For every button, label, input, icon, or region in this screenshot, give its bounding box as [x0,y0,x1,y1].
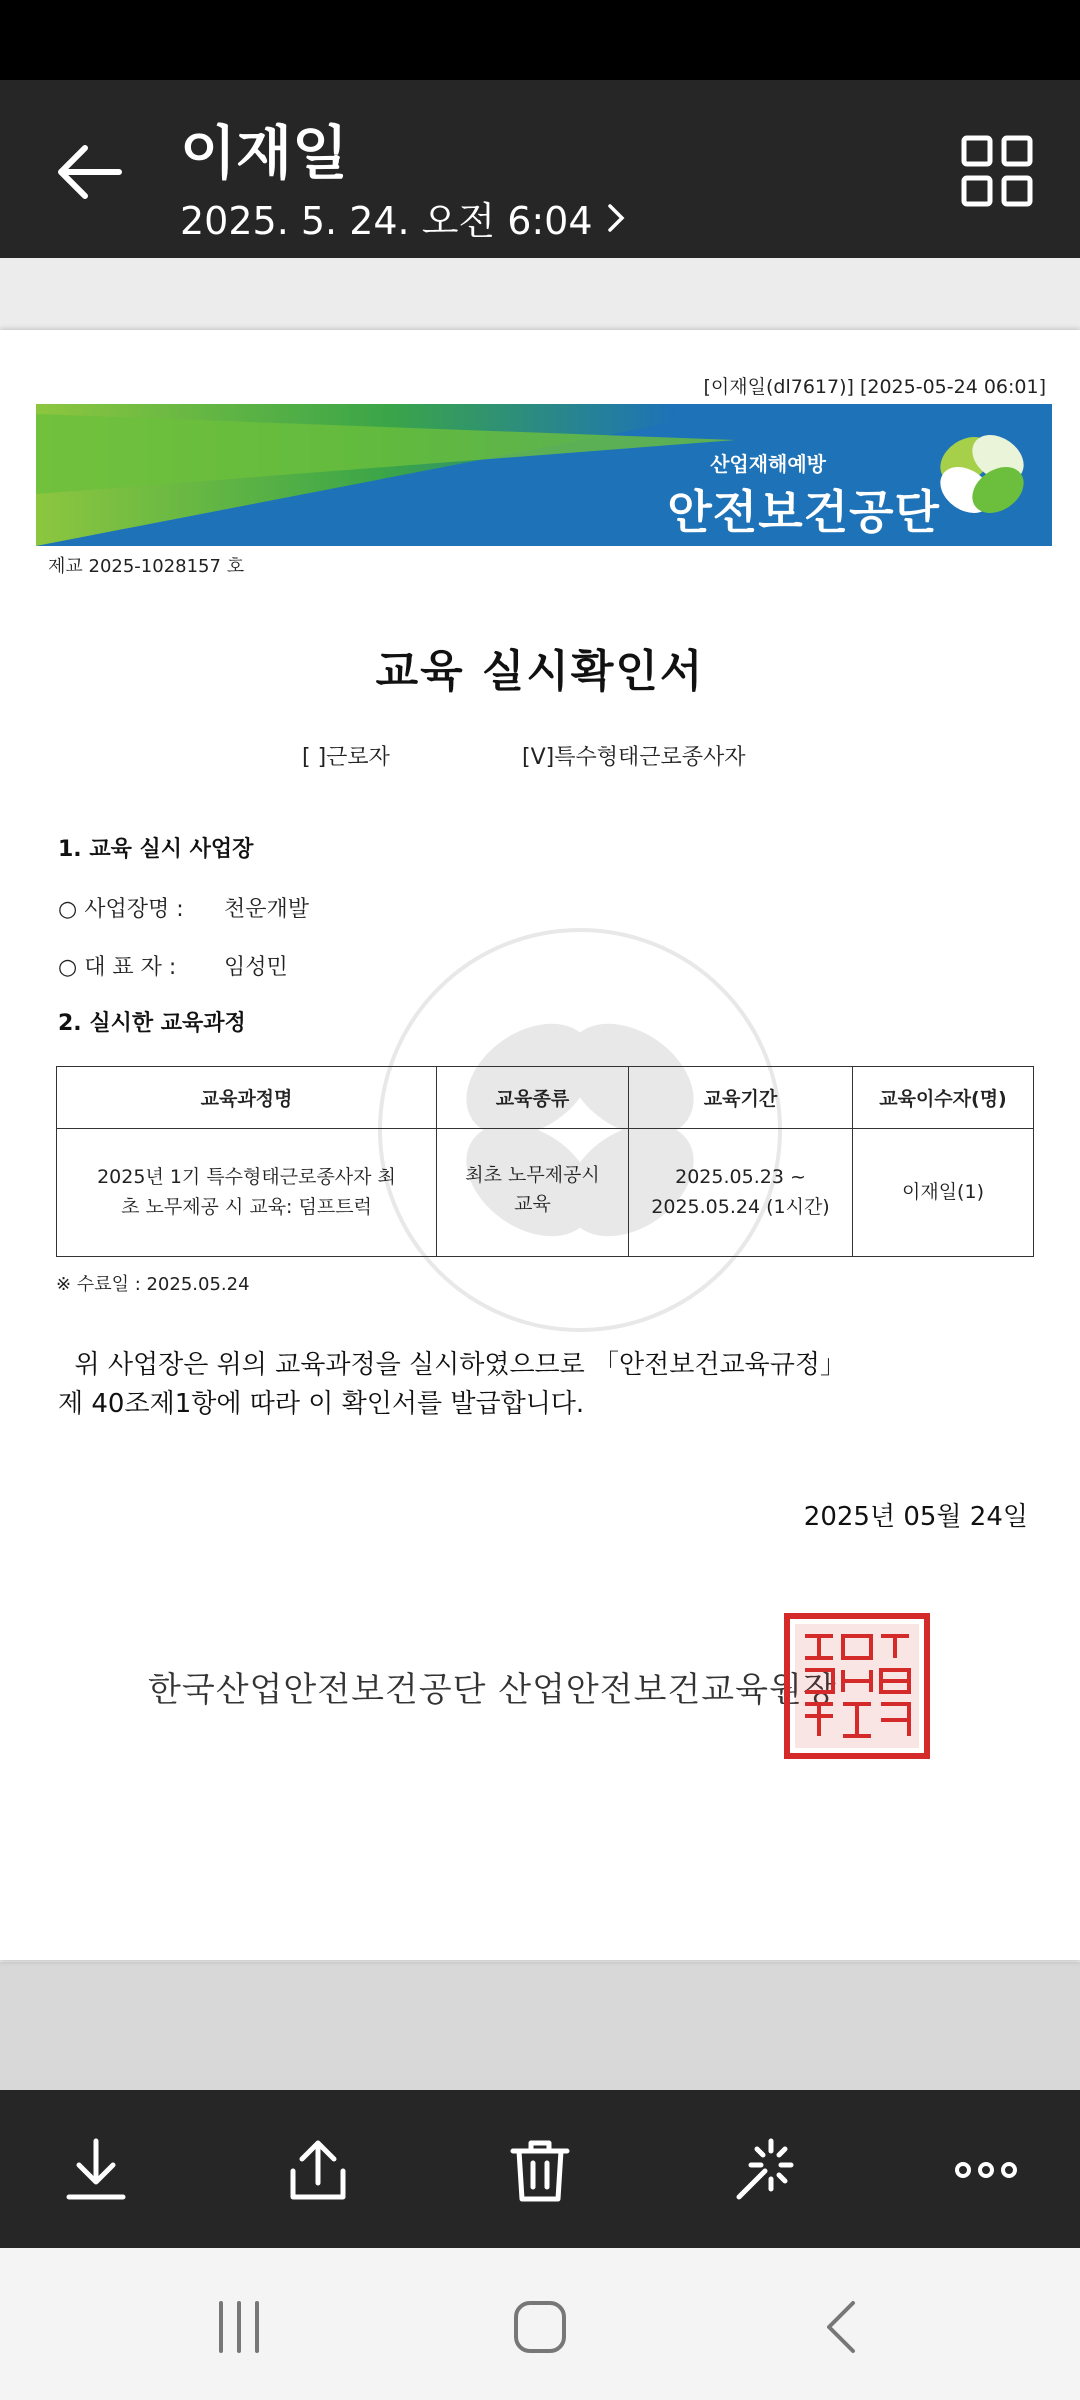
header-course-name: 교육과정명 [57,1067,437,1129]
cell-course-name [57,1129,437,1257]
completion-date: ※ 수료일 : 2025.05.24 [56,1274,250,1295]
message-datetime[interactable] [180,190,625,245]
download-icon [61,2135,131,2205]
representative-label: ○ 대 표 자 : [58,955,177,980]
workplace-name-label: ○ 사업장명 : [58,897,184,922]
download-button[interactable] [56,2130,136,2210]
agency-logo-icon [926,418,1036,528]
representative-value: 임성민 [224,955,288,980]
course-period-line1: 2025.05.23 ~ [675,1166,806,1189]
top-bar [0,80,1080,258]
workplace-name-field [58,892,309,923]
chevron-right-icon [607,203,625,233]
header-trainees: 교육이수자(명) [853,1067,1034,1129]
document-title: 교육 실시확인서 [375,646,705,697]
course-type-line2: 교육 [514,1193,551,1216]
grid-view-button[interactable] [958,132,1038,212]
course-name-line2: 초 노무제공 시 교육: 덤프트럭 [121,1195,372,1218]
banner-org-name: 안전보건공단 [667,485,940,539]
more-icon [951,2135,1021,2205]
home-icon [510,2297,570,2357]
agency-banner [36,404,1052,546]
magic-wand-icon [731,2135,801,2205]
grid-view-icon [958,132,1038,212]
arrow-left-icon [57,144,123,200]
trash-icon [505,2135,575,2205]
nav-back-icon [813,2297,873,2357]
issuer-name: 한국산업안전보건공단 산업안전보건교육원장 [148,1670,837,1710]
official-seal-stamp [783,1612,931,1760]
check-worker: [ ]근로자 [302,745,390,770]
header-course-period: 교육기간 [629,1067,853,1129]
nav-back-button[interactable] [808,2292,878,2362]
bottom-toolbar [0,2090,1080,2248]
share-button[interactable] [278,2130,358,2210]
representative-field [58,950,288,981]
statement-line1: 위 사업장은 위의 교육과정을 실시하였으므로 「안전보건교육규정」 [58,1350,846,1380]
datetime-text: 2025. 5. 24. 오전 6:04 [180,199,593,243]
workplace-name-value: 천운개발 [224,897,310,922]
back-button[interactable] [48,130,132,214]
issue-number: 제교 2025-1028157 호 [48,556,245,577]
table-header-row [57,1067,1034,1129]
status-bar [0,0,1080,80]
table-row [57,1129,1034,1257]
viewer-margin [0,1962,1080,2090]
course-period-line2: 2025.05.24 (1시간) [651,1195,830,1218]
cell-trainee: 이재일(1) [853,1129,1034,1257]
course-table [56,1066,1034,1257]
issue-date: 2025년 05월 24일 [803,1502,1028,1532]
delete-button[interactable] [500,2130,580,2210]
section-course-heading: 2. 실시한 교육과정 [58,1011,246,1036]
recents-icon [209,2297,269,2357]
share-icon [283,2135,353,2205]
system-nav-bar [0,2248,1080,2400]
course-type-line1: 최초 노무제공시 [465,1164,600,1186]
cell-course-type [437,1129,629,1257]
home-button[interactable] [505,2292,575,2362]
enhance-button[interactable] [726,2130,806,2210]
confirmation-statement [58,1346,846,1424]
banner-subtitle: 산업재해예방 [710,452,826,476]
statement-line2: 제 40조제1항에 따라 이 확인서를 발급합니다. [58,1389,585,1419]
document-image[interactable] [0,330,1080,1960]
document-meta: [이재일(dl7617)] [2025-05-24 06:01] [703,376,1046,398]
section-workplace-heading: 1. 교육 실시 사업장 [58,837,254,862]
sender-name: 이재일 [180,119,349,187]
header-course-type: 교육종류 [437,1067,629,1129]
recents-button[interactable] [204,2292,274,2362]
course-name-line1: 2025년 1기 특수형태근로종사자 최 [97,1166,396,1189]
check-special-worker: [V]특수형태근로종사자 [522,745,746,770]
more-button[interactable] [946,2130,1026,2210]
cell-course-period [629,1129,853,1257]
